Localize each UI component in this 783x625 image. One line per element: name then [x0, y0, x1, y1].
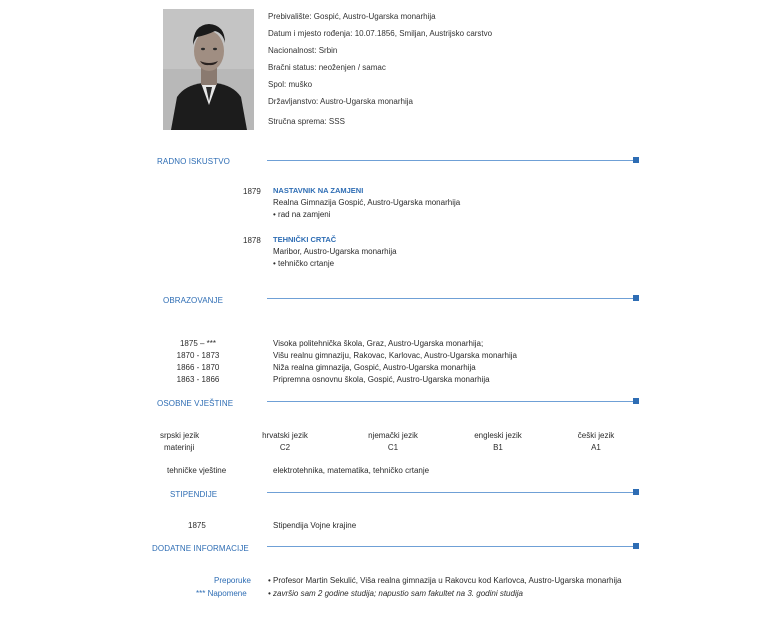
- section-rule-scholarships: [267, 492, 639, 493]
- references-value: • Profesor Martin Sekulić, Viša realna gimnazija u Rakovcu kod Karlovca, Austro-Ugarska monarhija: [268, 576, 622, 585]
- section-rule-work: [267, 160, 639, 161]
- language-5: [572, 430, 620, 454]
- language-name-3: njemački jezik: [368, 431, 418, 440]
- work-detail-1: • rad na zamjeni: [273, 210, 331, 219]
- work-title-2: TEHNIČKI CRTAČ: [273, 235, 337, 244]
- work-year-2: 1878: [243, 236, 261, 245]
- section-title-scholarships: STIPENDIJE: [170, 490, 218, 499]
- education-schools: [273, 338, 517, 386]
- work-year-1: 1879: [243, 187, 261, 196]
- language-3: [362, 430, 424, 454]
- personal-nationality: Nacionalnost: Srbin: [268, 46, 338, 55]
- personal-residence: Prebivalište: Gospić, Austro-Ugarska monarhija: [268, 12, 436, 21]
- language-2: [255, 430, 315, 454]
- language-level-3: C1: [387, 443, 399, 452]
- work-detail-2: • tehničko crtanje: [273, 259, 335, 268]
- tech-skills-label: tehničke vještine: [167, 466, 227, 475]
- portrait-illustration: [163, 9, 254, 130]
- language-name-5: češki jezik: [577, 431, 615, 440]
- section-title-work: RADNO ISKUSTVO: [157, 157, 230, 166]
- personal-marital-status: Bračni status: neoženjen / samac: [268, 63, 386, 72]
- references-label: Preporuke: [214, 576, 251, 585]
- work-entry-2: [273, 234, 397, 270]
- tech-skills-value: elektrotehnika, matematika, tehničko crtanje: [273, 466, 430, 475]
- work-place-2: Maribor, Austro-Ugarska monarhija: [273, 247, 397, 256]
- personal-sex: Spol: muško: [268, 80, 313, 89]
- notes-label: *** Napomene: [196, 589, 247, 598]
- section-rule-education: [267, 298, 639, 299]
- language-name-4: engleski jezik: [474, 431, 522, 440]
- work-entry-1: [273, 185, 460, 221]
- education-years: [163, 338, 233, 386]
- language-name-2: hrvatski jezik: [262, 431, 308, 440]
- personal-qualification: Stručna sprema: SSS: [268, 117, 345, 126]
- section-title-education: OBRAZOVANJE: [163, 296, 224, 305]
- language-name-1: srpski jezik: [160, 431, 200, 440]
- education-school-4: Pripremna osnovnu škola, Gospić, Austro-Ugarska monarhija: [273, 375, 490, 384]
- work-place-1: Realna Gimnazija Gospić, Austro-Ugarska monarhija: [273, 198, 461, 207]
- work-title-1: NASTAVNIK NA ZAMJENI: [273, 186, 364, 195]
- scholarship-value: Stipendija Vojne krajine: [273, 521, 357, 530]
- scholarship-year: 1875: [188, 521, 206, 530]
- section-rule-skills: [267, 401, 639, 402]
- notes-value: • završio sam 2 godine studija; napustio sam fakultet na 3. godini studija: [268, 589, 523, 598]
- education-school-2: Višu realnu gimnaziju, Rakovac, Karlovac, Austro-Ugarska monarhija: [273, 351, 517, 360]
- education-years-3: 1866 - 1870: [176, 363, 220, 372]
- personal-citizenship: Državljanstvo: Austro-Ugarska monarhija: [268, 97, 413, 106]
- language-1: [160, 430, 199, 454]
- portrait-photo: [163, 9, 254, 130]
- personal-birth: Datum i mjesto rođenja: 10.07.1856, Smiljan, Austrijsko carstvo: [268, 29, 493, 38]
- education-school-3: Niža realna gimnazija, Gospić, Austro-Ugarska monarhija: [273, 363, 476, 372]
- language-level-2: C2: [279, 443, 291, 452]
- section-title-skills: OSOBNE VJEŠTINE: [157, 399, 234, 408]
- language-level-5: A1: [591, 443, 601, 452]
- education-school-1: Visoka politehnička škola, Graz, Austro-Ugarska monarhija;: [273, 339, 484, 348]
- education-years-1: 1875 – ***: [179, 339, 217, 348]
- language-level-1: materinji: [164, 443, 195, 452]
- education-years-4: 1863 - 1866: [176, 375, 220, 384]
- section-rule-additional: [267, 546, 639, 547]
- language-4: [468, 430, 528, 454]
- language-level-4: B1: [493, 443, 503, 452]
- education-years-2: 1870 - 1873: [176, 351, 220, 360]
- section-title-additional: DODATNE INFORMACIJE: [152, 544, 249, 553]
